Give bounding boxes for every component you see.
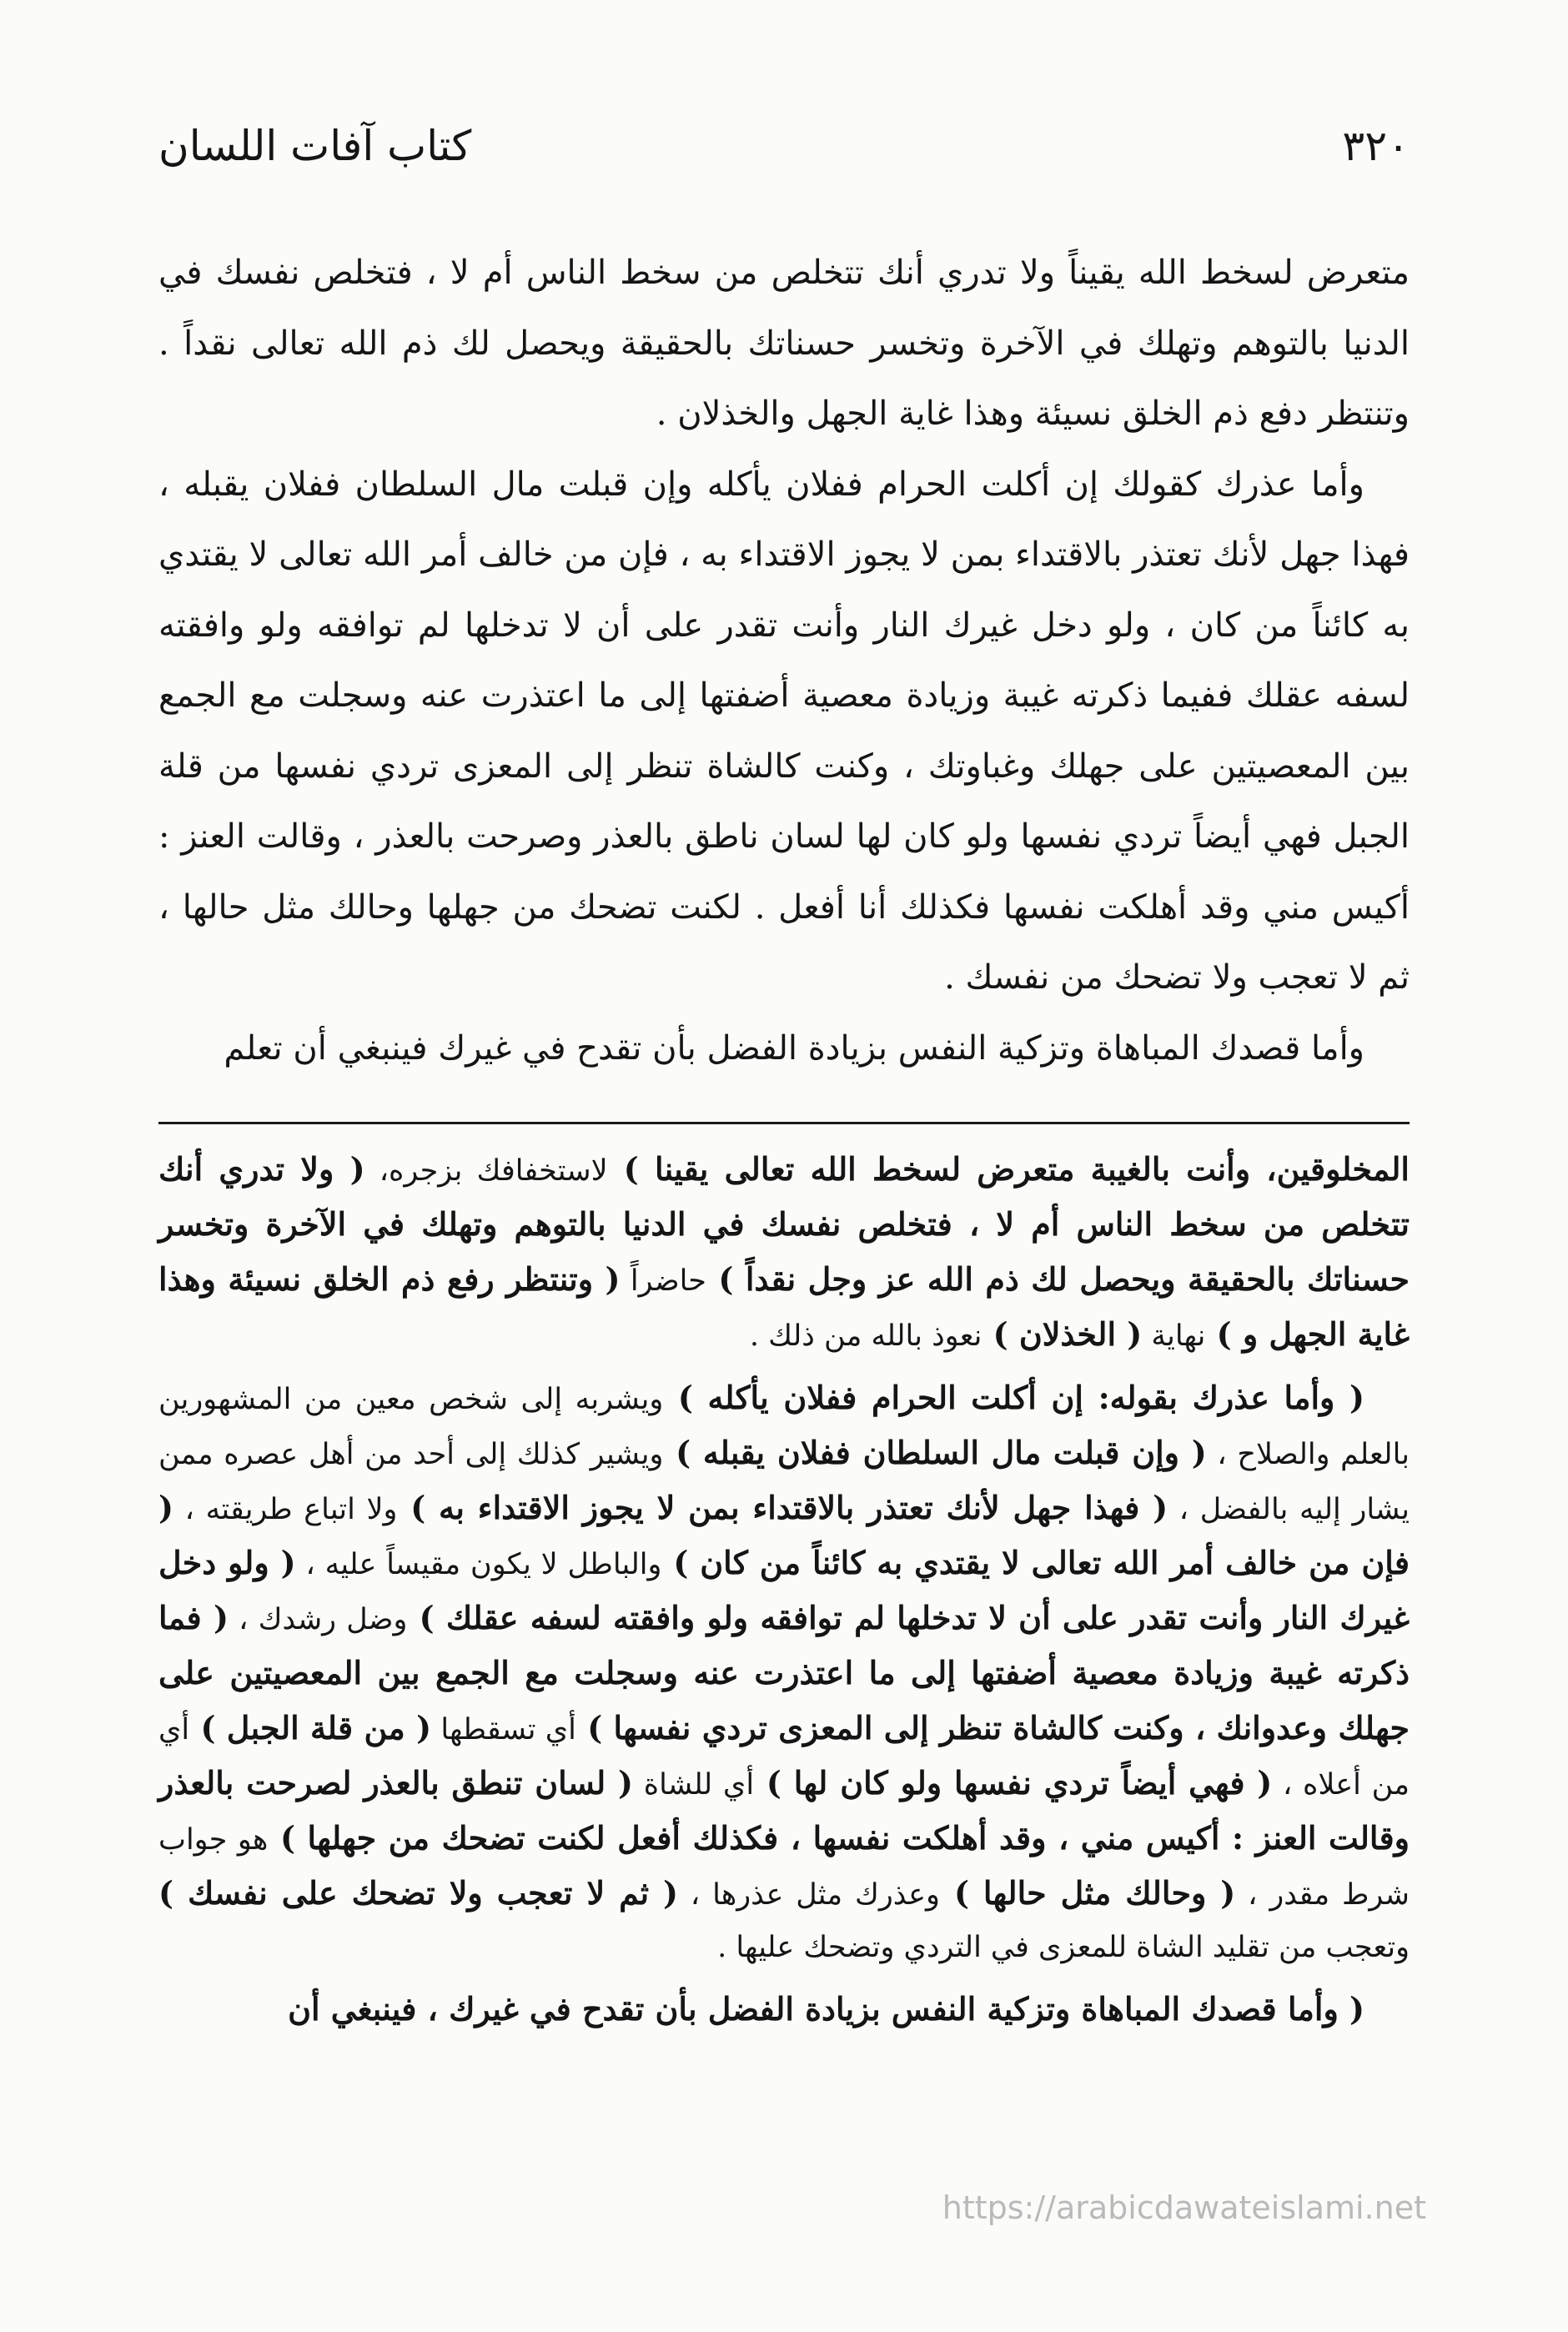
- commentary-segment: ( فإن من خالف أمر الله تعالى لا يقتدي به كائناً من كان ): [158, 1489, 1410, 1581]
- commentary-segment: ( وتنتظر رفع ذم الخلق نسيئة وهذا غاية الجهل و ): [158, 1260, 1410, 1353]
- commentary-segment: وعذرك مثل عذرها ،: [678, 1878, 940, 1912]
- commentary-segment: وضل رشدك ،: [228, 1603, 408, 1636]
- commentary-segment: لاستخفافك بزجره،: [364, 1154, 608, 1188]
- commentary-segment: والباطل لا يكون مقيساً عليه ،: [295, 1548, 662, 1581]
- commentary-paragraph: [158, 1371, 1410, 1974]
- commentary-segment: ( الخذلان ): [982, 1315, 1143, 1353]
- commentary-segment: ( وحالك مثل حالها ): [939, 1874, 1236, 1912]
- page-header: [158, 108, 1410, 183]
- commentary-segment: المخلوقين، وأنت بالغيبة متعرض لسخط الله تعالى يقينا ): [607, 1150, 1410, 1188]
- commentary-segment: ولا اتباع طريقته ،: [173, 1493, 398, 1526]
- commentary-segment: ( لسان تنطق بالعذر لصرحت بالعذر وقالت العنز : أكيس مني ، وقد أهلكت نفسها ، فكذلك أفعل لكنت تضحك من جهلها ): [158, 1764, 1410, 1857]
- commentary: [158, 1143, 1410, 2046]
- commentary-segment: ( فما ذكرته غيبة وزيادة معصية أضفتها إلى ما اعتذرت عنه وسجلت مع الجمع بين المعصيتين على جهلك وعدوانك ، وكنت كالشاة تنظر إلى المعزى تردي نفسها ): [158, 1599, 1410, 1746]
- commentary-segment: أي للشاة: [633, 1768, 755, 1802]
- commentary-segment: ( فهي أيضاً تردي نفسها ولو كان لها ): [754, 1764, 1273, 1802]
- footnote-divider: [158, 1122, 1410, 1124]
- commentary-paragraph: [158, 1143, 1410, 1363]
- commentary-segment: ( فهذا جهل لأنك تعتذر بالاقتداء بمن لا يجوز الاقتداء به ): [397, 1489, 1168, 1526]
- commentary-segment: أي من أعلاه ،: [158, 1713, 1410, 1802]
- page-number: ٣٢٠: [1342, 122, 1410, 170]
- commentary-segment: ( وإن قبلت مال السلطان ففلان يقبله ): [663, 1434, 1207, 1471]
- watermark-url: https://arabicdawateislami.net: [942, 2189, 1426, 2226]
- commentary-segment: نعوذ بالله من ذلك .: [749, 1319, 983, 1353]
- commentary-segment: ويشربه إلى شخص معين من المشهورين بالعلم والصلاح ،: [158, 1383, 1410, 1471]
- commentary-segment: ويشير كذلك إلى أحد من أهل عصره ممن يشار إليه بالفضل ،: [158, 1438, 1410, 1526]
- main-paragraph: وأما عذرك كقولك إن أكلت الحرام ففلان يأكله وإن قبلت مال السلطان ففلان يقبله ، فهذا جهل لأنك تعتذر بالاقتداء بمن لا يجوز الاقتداء به ، فإن من خالف أمر الله تعالى لا يقتدي به كائناً من كان ، ولو دخل غيرك النار وأنت تقدر على أن لا تدخلها لم توافقه ولو وافقته لسفه عقلك ففيما ذكرته غيبة وزيادة معصية أضفتها إلى ما اعتذرت عنه وسجلت مع الجمع بين المعصيتين على جهلك وغباوتك ، وكنت كالشاة تنظر إلى المعزى تردي نفسها من قلة الجبل فهي أيضاً تردي نفسها ولو كان لها لسان ناطق بالعذر وصرحت بالعذر ، وقالت العنز : أكيس مني وقد أهلكت نفسها فكذلك أنا أفعل . لكنت تضحك من جهلها وحالك مثل حالها ، ثم لا تعجب ولا تضحك من نفسك .: [158, 465, 1410, 997]
- book-title: كتاب آفات اللسان: [158, 122, 472, 170]
- commentary-segment: حاضراً: [620, 1264, 706, 1298]
- commentary-segment: ( وأما عذرك بقوله: إن أكلت الحرام ففلان يأكله ): [663, 1379, 1364, 1416]
- commentary-segment: هو جواب شرط مقدر ،: [158, 1823, 1410, 1912]
- commentary-segment: ( ولو دخل غيرك النار وأنت تقدر على أن لا تدخلها لم توافقه ولو وافقته لسفه عقلك ): [158, 1544, 1410, 1636]
- main-paragraph: وأما قصدك المباهاة وتزكية النفس بزيادة الفضل بأن تقدح في غيرك فينبغي أن تعلم: [224, 1028, 1364, 1068]
- main-paragraph: متعرض لسخط الله يقيناً ولا تدري أنك تتخلص من سخط الناس أم لا ، فتخلص نفسك في الدنيا بالتوهم وتهلك في الآخرة وتخسر حسناتك بالحقيقة ويحصل لك ذم الله تعالى نقداً . وتنتظر دفع ذم الخلق نسيئة وهذا غاية الجهل والخذلان .: [158, 254, 1410, 433]
- commentary-segment: وتعجب من تقليد الشاة للمعزى في التردي وتضحك عليها .: [717, 1931, 1410, 1964]
- commentary-segment: ( من قلة الجبل ): [189, 1709, 432, 1746]
- commentary-paragraph: [158, 1983, 1410, 2038]
- commentary-segment: ( ولا تدري أنك تتخلص من سخط الناس أم لا ، فتخلص نفسك في الدنيا بالتوهم وتهلك في الآخرة وتخسر حسناتك بالحقيقة ويحصل لك ذم الله عز وجل نقداً ): [158, 1150, 1410, 1298]
- commentary-segment: أي تسقطها: [431, 1713, 576, 1746]
- main-text: [158, 238, 1410, 1083]
- commentary-segment: ( وأما قصدك المباهاة وتزكية النفس بزيادة الفضل بأن تقدح في غيرك ، فينبغي أن: [288, 1990, 1364, 2028]
- commentary-segment: ( ثم لا تعجب ولا تضحك على نفسك ): [158, 1874, 679, 1912]
- commentary-segment: نهاية: [1142, 1319, 1206, 1353]
